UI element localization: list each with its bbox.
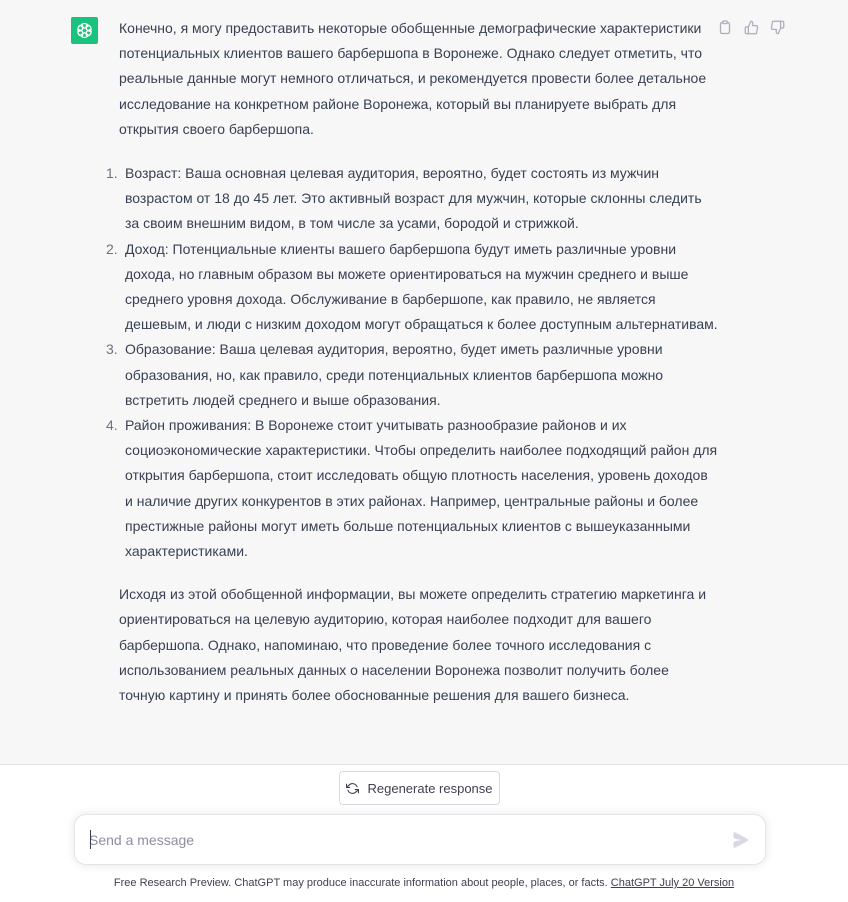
list-item-number: 3. bbox=[106, 341, 118, 358]
composer-area bbox=[0, 765, 848, 902]
openai-logo-icon bbox=[71, 17, 98, 44]
message-outro: Исходя из этой обобщенной информации, вы можете определить стратегию маркетинга и ориентироваться на целевую аудиторию, которая наиболее подходит для вашего барбершопа. Однако, напоминаю, что проведение более точного исследования с использованием реальных данных о населении Воронежа позволит получить более точную картину и принять более обоснованные решения для вашего бизнеса. bbox=[119, 586, 707, 704]
footer-disclaimer bbox=[0, 877, 848, 889]
message-composer bbox=[74, 814, 766, 865]
list-item-number: 4. bbox=[106, 417, 118, 434]
list-item bbox=[106, 337, 719, 413]
list-item-text: Доход: Потенциальные клиенты вашего барбершопа будут иметь различные уровни дохода, но главным образом вы можете ориентироваться на мужчин среднего и выше среднего уровня дохода. Обслуживание в барбершопе, как правило, не является дешевым, и люди с низким доходом могут обращаться к более доступным альтернативам. bbox=[125, 240, 718, 333]
list-item-text: Возраст: Ваша основная целевая аудитория, вероятно, будет состоять из мужчин возрастом от 18 до 45 лет. Это активный возраст для мужчин, которые склонны следить за своим внешним видом, в том числе за усами, бородой и стрижкой. bbox=[125, 165, 702, 232]
message-list bbox=[106, 161, 719, 564]
thumbs-down-icon[interactable] bbox=[768, 18, 786, 36]
disclaimer-text: Free Research Preview. ChatGPT may produce inaccurate information about people, places, or facts. bbox=[113, 877, 611, 889]
list-item-text: Образование: Ваша целевая аудитория, вероятно, будет иметь различные уровни образования, но, как правило, среди потенциальных клиентов барбершопа можно встретить людей среднего и выше образования. bbox=[125, 341, 664, 408]
message-actions bbox=[716, 18, 786, 36]
thumbs-up-icon[interactable] bbox=[742, 18, 760, 36]
regenerate-label: Regenerate response bbox=[367, 780, 493, 796]
message-input[interactable] bbox=[89, 829, 709, 851]
regenerate-response-button[interactable] bbox=[339, 771, 500, 805]
version-link[interactable]: ChatGPT July 20 Version bbox=[610, 877, 735, 889]
list-item bbox=[106, 161, 719, 237]
list-item bbox=[106, 413, 719, 564]
list-item-text: Район проживания: В Воронеже стоит учитывать разнообразие районов и их социоэкономические характеристики. Чтобы определить наиболее подходящий район для открытия барбершопа, стоит исследовать общую плотность населения, уровень доходов и наличие других конкурентов в этих районах. Например, центральные районы и более престижные районы могут иметь больше потенциальных клиентов с вышеуказанными характеристиками. bbox=[125, 417, 718, 560]
message-intro: Конечно, я могу предоставить некоторые обобщенные демографические характеристики потенциальных клиентов вашего барбершопа в Воронеже. Однако следует отметить, что реальные данные могут немного отличаться, и рекомендуется провести более детальное исследование на конкретном районе Воронежа, который вы планируете выбрать для открытия своего барбершопа. bbox=[119, 20, 707, 137]
list-item-number: 2. bbox=[106, 240, 118, 257]
refresh-icon bbox=[346, 782, 359, 795]
message-content bbox=[106, 16, 719, 708]
list-item bbox=[106, 237, 719, 338]
send-icon[interactable] bbox=[731, 830, 751, 850]
text-caret bbox=[90, 830, 91, 849]
list-item-number: 1. bbox=[106, 165, 118, 182]
